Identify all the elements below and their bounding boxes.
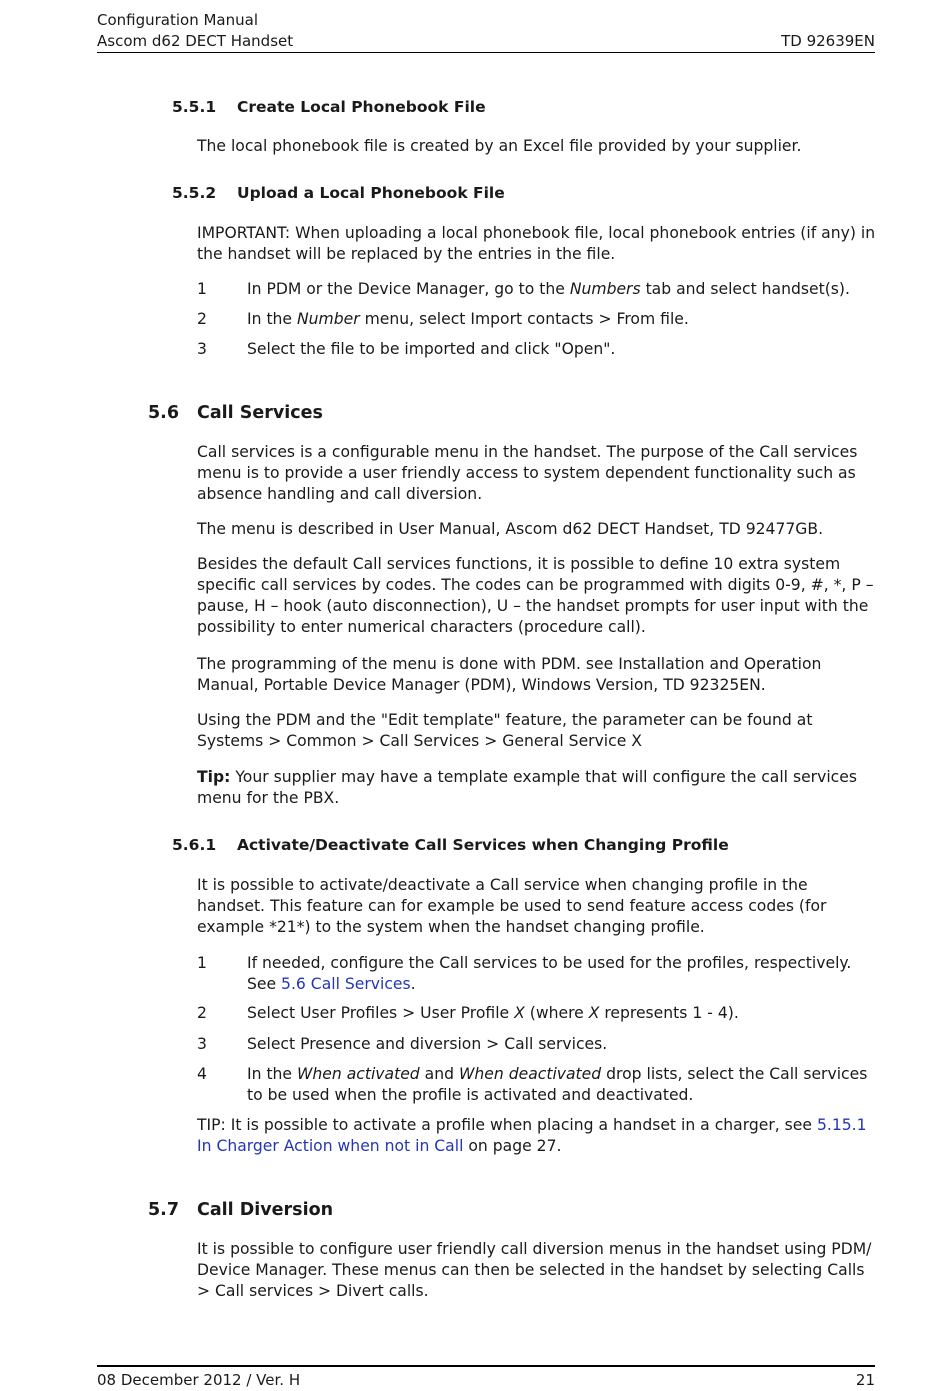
section-title: Upload a Local Phonebook File [237,184,505,202]
section-title: Create Local Phonebook File [237,98,486,116]
step-number: 1 [197,954,207,972]
tip-paragraph: Tip: Your supplier may have a template example that will configure the call services menu for the PBX. [197,768,857,807]
section-number: 5.7 [148,1200,180,1220]
section-number: 5.5.1 [172,98,217,116]
cross-reference-link[interactable]: 5.6 Call Services [281,975,411,993]
tip-paragraph: TIP: It is possible to activate a profile when placing a handset in a charger, see 5.15.1 In Charger Action when not in Call on page 27. [197,1116,867,1155]
header-left [97,10,293,52]
manual-type: Configuration Manual [97,11,259,29]
step-number: 4 [197,1065,207,1083]
header-rule [97,52,875,53]
document-id: TD 92639EN [781,32,875,50]
tip-label: Tip: [197,768,231,786]
paragraph: Besides the default Call services functions, it is possible to define 10 extra system specific call services by codes. The codes can be programmed with digits 0-9, #, *, P – pause, H – hook (auto disconnection), U – the handset prompts for user input with the possibility to enter numerical characters (procedure call). [197,555,874,636]
section-title: Call Services [197,403,323,423]
footer-rule [97,1365,875,1367]
section-number: 5.6 [148,403,180,423]
heading-5-6-1 [172,836,892,858]
cross-reference-link[interactable]: 5.15.1 In Charger Action when not in Call [197,1116,867,1155]
step-number: 2 [197,310,207,328]
page-number: 21 [855,1371,875,1389]
section-number: 5.5.2 [172,184,217,202]
heading-5-6 [148,403,848,427]
product-name: Ascom d62 DECT Handset [97,32,294,50]
section-title: Call Diversion [197,1200,334,1220]
step-number: 1 [197,280,207,298]
parameter-path: Systems > Common > Call Services > General Service X [197,732,642,750]
paragraph: Using the PDM and the "Edit template" feature, the parameter can be found at Systems > Common > Call Services > General Service X [197,710,877,752]
heading-5-5-2 [172,184,872,206]
paragraph: The local phonebook file is created by an Excel file provided by your supplier. [197,137,802,155]
paragraph: The menu is described in User Manual, Ascom d62 DECT Handset, TD 92477GB. [197,520,824,538]
paragraph: Call services is a configurable menu in the handset. The purpose of the Call services menu is to provide a user friendly access to system dependent functionality such as absence handling and call diversion. [197,443,858,503]
step-number: 3 [197,340,207,358]
step-number: 2 [197,1004,207,1022]
paragraph: IMPORTANT: When uploading a local phonebook file, local phonebook entries (if any) in the handset will be replaced by the entries in the file. [197,224,876,263]
step-number: 3 [197,1035,207,1053]
section-title: Activate/Deactivate Call Services when Changing Profile [237,836,729,854]
paragraph: The programming of the menu is done with PDM. see Installation and Operation Manual, Portable Device Manager (PDM), Windows Version, TD 92325EN. [197,655,822,694]
heading-5-7 [148,1200,848,1224]
section-number: 5.6.1 [172,836,217,854]
heading-5-5-1 [172,98,872,120]
paragraph: It is possible to activate/deactivate a Call service when changing profile in the handset. This feature can for example be used to send feature access codes (for example *21*) to the system when the handset changing profile. [197,876,827,936]
paragraph: It is possible to configure user friendly call diversion menus in the handset using PDM/ Device Manager. These menus can then be selected in the handset by selecting Calls > Call services > Divert calls. [197,1240,872,1300]
footer-date: 08 December 2012 / Ver. H [97,1371,301,1389]
